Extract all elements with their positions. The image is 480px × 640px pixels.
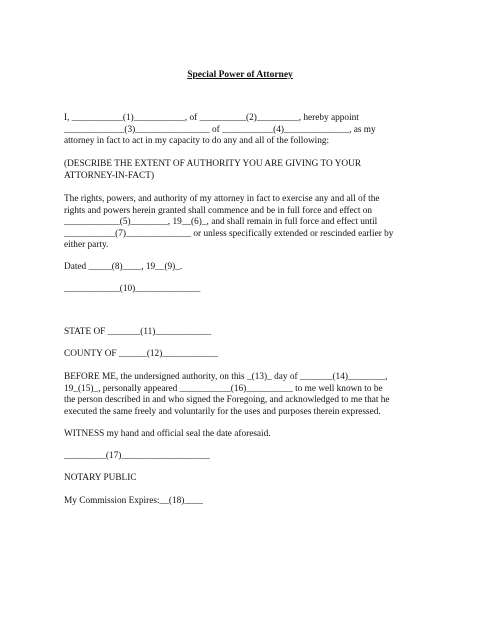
document-title: Special Power of Attorney — [187, 70, 293, 80]
dated-line: Dated _____(8)____, 19__(9)_. — [64, 262, 183, 272]
notary-public-label: NOTARY PUBLIC — [64, 473, 137, 483]
acknowledgment-line: executed the same freely and voluntarily for the uses and purposes therein expressed. — [64, 406, 381, 417]
appointment-line: attorney in fact to act in my capacity to do any and all of the following: — [64, 136, 330, 146]
appointment-line: _____________(3)________________ of ___________(4)______________, as my — [64, 124, 376, 135]
witness-line: WITNESS my hand and official seal the date aforesaid. — [64, 429, 271, 439]
rights-line: ___________(7)______________ or unless specifically extended or rescinded earlier by — [64, 228, 394, 239]
rights-line: either party. — [64, 240, 109, 250]
notary-signature-line: _________(17)___________________ — [64, 451, 210, 461]
commission-expires-line: My Commission Expires:__(18)____ — [64, 496, 203, 506]
rights-line: The rights, powers, and authority of my attorney in fact to exercise any and all of the — [64, 194, 380, 204]
rights-paragraph — [64, 194, 424, 252]
acknowledgment-line: 19_(15)_, personally appeared ___________(16)__________ to me well known to be — [64, 383, 383, 394]
county-line: COUNTY OF ______(12)____________ — [64, 349, 219, 359]
state-line: STATE OF _______(11)____________ — [64, 327, 212, 337]
acknowledgment-paragraph — [64, 372, 424, 418]
rights-line: rights and powers herein granted shall commence and be in full force and effect on — [64, 205, 373, 216]
describe-line: (DESCRIBE THE EXTENT OF AUTHORITY YOU ARE GIVING TO YOUR — [64, 159, 362, 169]
describe-authority-paragraph — [64, 159, 424, 182]
signature-line: ____________(10)______________ — [64, 284, 201, 294]
appointment-line: I, ___________(1)___________, of __________(2)_________, hereby appoint — [64, 113, 359, 123]
rights-line: ____________(5)________, 19__(6)_, and shall remain in full force and effect until — [64, 217, 378, 227]
appointment-paragraph — [64, 113, 424, 148]
describe-line: ATTORNEY-IN-FACT) — [64, 170, 155, 181]
acknowledgment-line: BEFORE ME, the undersigned authority, on this _(13)_ day of _______(14)________, — [64, 372, 388, 382]
acknowledgment-line: the person described in and who signed the Foregoing, and acknowledged to me that he — [64, 395, 390, 405]
